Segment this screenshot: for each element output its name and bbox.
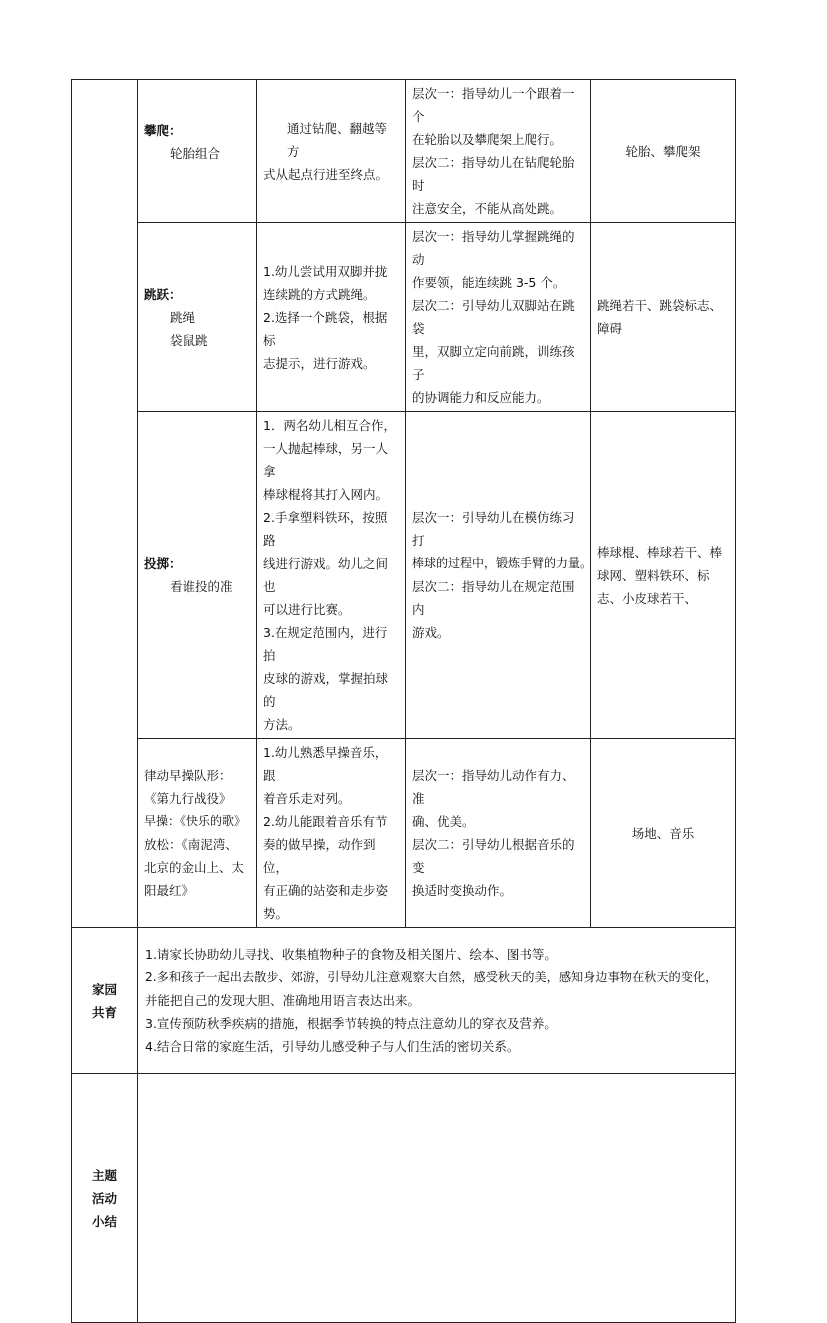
- activity-materials-cell: [591, 412, 736, 739]
- exercise-line: 律动早操队形：: [144, 768, 232, 783]
- home-coop-content: [138, 928, 736, 1074]
- home-coop-line: 3.宣传预防秋季疾病的措施，根据季节转换的特点注意幼儿的穿衣及营养。: [145, 1016, 557, 1031]
- guidance-line: 游戏。: [412, 625, 450, 640]
- table-row-jumping: [72, 223, 736, 412]
- materials-text: 棒球棍、棒球若干、棒球网、塑料铁环、标志、小皮球若干、: [597, 544, 723, 606]
- guidance-line: 层次二：指导幼儿在规定范围内: [412, 579, 575, 617]
- activity-method-cell: [257, 739, 406, 928]
- method-line: 着音乐走对列。: [263, 791, 351, 806]
- table-row-climbing: [72, 80, 736, 223]
- method-line: 1．两名幼儿相互合作，: [263, 418, 396, 433]
- materials-text: 场地、音乐: [631, 825, 695, 841]
- method-line: 连续跳的方式跳绳。: [263, 286, 376, 302]
- home-coop-label-line: 共育: [91, 1004, 117, 1020]
- materials-text: 跳绳若干、跳袋标志、障碍: [597, 298, 723, 336]
- guidance-line: 棒球的过程中，锻炼手臂的力量。: [412, 556, 593, 570]
- activity-method-cell: [257, 80, 406, 223]
- guidance-line: 层次二：引导幼儿根据音乐的变: [412, 837, 575, 875]
- activity-name-cell: [138, 223, 257, 412]
- activity-guidance-cell: [406, 223, 591, 412]
- guidance-line: 注意安全，不能从高处跳。: [412, 201, 563, 216]
- activity-method-cell: [257, 223, 406, 412]
- guidance-line: 换适时变换动作。: [412, 883, 513, 898]
- activity-method-cell: [257, 412, 406, 739]
- activity-materials-cell: [591, 739, 736, 928]
- method-line: 可以进行比赛。: [263, 602, 351, 617]
- method-line: 1.幼儿尝试用双脚并拢: [263, 263, 388, 279]
- method-line: 2.选择一个跳袋，根据标: [263, 309, 388, 348]
- summary-content-empty: [138, 1074, 736, 1323]
- activity-materials-cell: [591, 223, 736, 412]
- activity-name-cell: [138, 739, 257, 928]
- materials-text: 轮胎、攀爬架: [625, 143, 701, 159]
- method-line: 棒球棍将其打入网内。: [263, 487, 389, 502]
- home-coop-label-line: 家园: [91, 981, 117, 997]
- activity-guidance-cell: [406, 739, 591, 928]
- guidance-line: 层次二：引导幼儿双脚站在跳袋: [412, 298, 575, 336]
- method-line: 志提示，进行游戏。: [263, 355, 376, 371]
- table-row-theme-summary: [72, 1074, 736, 1323]
- guidance-line: 层次二：指导幼儿在钻爬轮胎时: [412, 155, 575, 193]
- method-line: 一人抛起棒球，另一人拿: [263, 441, 389, 479]
- guidance-line: 作要领，能连续跳 3-5 个。: [412, 275, 566, 290]
- method-line: 2.手拿塑料铁环，按照路: [263, 510, 388, 548]
- guidance-line: 层次一：指导幼儿一个跟着一个: [412, 86, 575, 124]
- exercise-line: 北京的金山上、太: [144, 860, 245, 875]
- method-line: 势。: [263, 906, 289, 921]
- exercise-line: 阳最红》: [144, 883, 195, 898]
- method-line: 有正确的站姿和走步姿: [263, 883, 389, 898]
- activity-guidance-cell: [406, 80, 591, 223]
- guidance-line: 层次一：引导幼儿在模仿练习打: [412, 510, 575, 548]
- activity-name-cell: [138, 412, 257, 739]
- table-row-home-cooperation: [72, 928, 736, 1074]
- guidance-line: 确、优美。: [412, 814, 475, 829]
- activity-item: 轮胎组合: [170, 146, 221, 161]
- activity-category: 投掷：: [144, 556, 182, 571]
- guidance-line: 的协调能力和反应能力。: [412, 390, 550, 405]
- summary-label-line: 主题: [91, 1167, 117, 1183]
- activity-category: 跳跃：: [144, 286, 182, 302]
- activity-category: 攀爬：: [144, 123, 182, 138]
- activity-materials-cell: [591, 80, 736, 223]
- activity-item: 袋鼠跳: [170, 332, 208, 348]
- activity-item: 跳绳: [170, 309, 196, 325]
- home-coop-line: 4.结合日常的家庭生活，引导幼儿感受种子与人们生活的密切关系。: [145, 1039, 520, 1054]
- table-row-morning-exercise: [72, 739, 736, 928]
- home-coop-line: 2.多和孩子一起出去散步、郊游，引导幼儿注意观察大自然，感受秋天的美，感知身边事物在秋天的变化，: [145, 970, 718, 984]
- method-line: 线进行游戏。幼儿之间也: [263, 556, 389, 594]
- summary-label: [72, 1074, 138, 1323]
- activity-guidance-cell: [406, 412, 591, 739]
- method-line: 式从起点行进至终点。: [263, 166, 389, 182]
- activity-item: 看谁投的准: [170, 579, 233, 594]
- method-line: 通过钻爬、翻越等方: [287, 120, 388, 159]
- method-line: 3.在规定范围内，进行拍: [263, 625, 388, 663]
- method-line: 奏的做早操，动作到位，: [263, 837, 376, 875]
- method-line: 方法。: [263, 717, 301, 732]
- home-coop-line: 并能把自己的发现大胆、准确地用语言表达出来。: [145, 993, 421, 1008]
- exercise-line: 放松：《南泥湾、: [144, 837, 238, 852]
- guidance-line: 里，双脚立定向前跳，训练孩子: [412, 344, 575, 382]
- summary-label-line: 小结: [91, 1213, 117, 1229]
- exercise-line: 早操：《快乐的歌》: [144, 814, 247, 828]
- guidance-line: 层次一：指导幼儿掌握跳绳的动: [412, 229, 575, 267]
- exercise-line: 《第九行战役》: [144, 791, 232, 806]
- method-line: 2.幼儿能跟着音乐有节: [263, 814, 388, 829]
- home-coop-label: [72, 928, 138, 1074]
- summary-label-line: 活动: [91, 1190, 117, 1206]
- guidance-line: 在轮胎以及攀爬架上爬行。: [412, 132, 563, 147]
- activity-plan-table: [71, 79, 736, 1323]
- activity-name-cell: [138, 80, 257, 223]
- table-row-throwing: [72, 412, 736, 739]
- home-coop-line: 1.请家长协助幼儿寻找、收集植物种子的食物及相关图片、绘本、图书等。: [145, 947, 557, 962]
- row-label-cell-empty: [72, 80, 138, 928]
- guidance-line: 层次一：指导幼儿动作有力、准: [412, 768, 575, 806]
- method-line: 皮球的游戏，掌握拍球的: [263, 671, 389, 709]
- method-line: 1.幼儿熟悉早操音乐，跟: [263, 745, 388, 783]
